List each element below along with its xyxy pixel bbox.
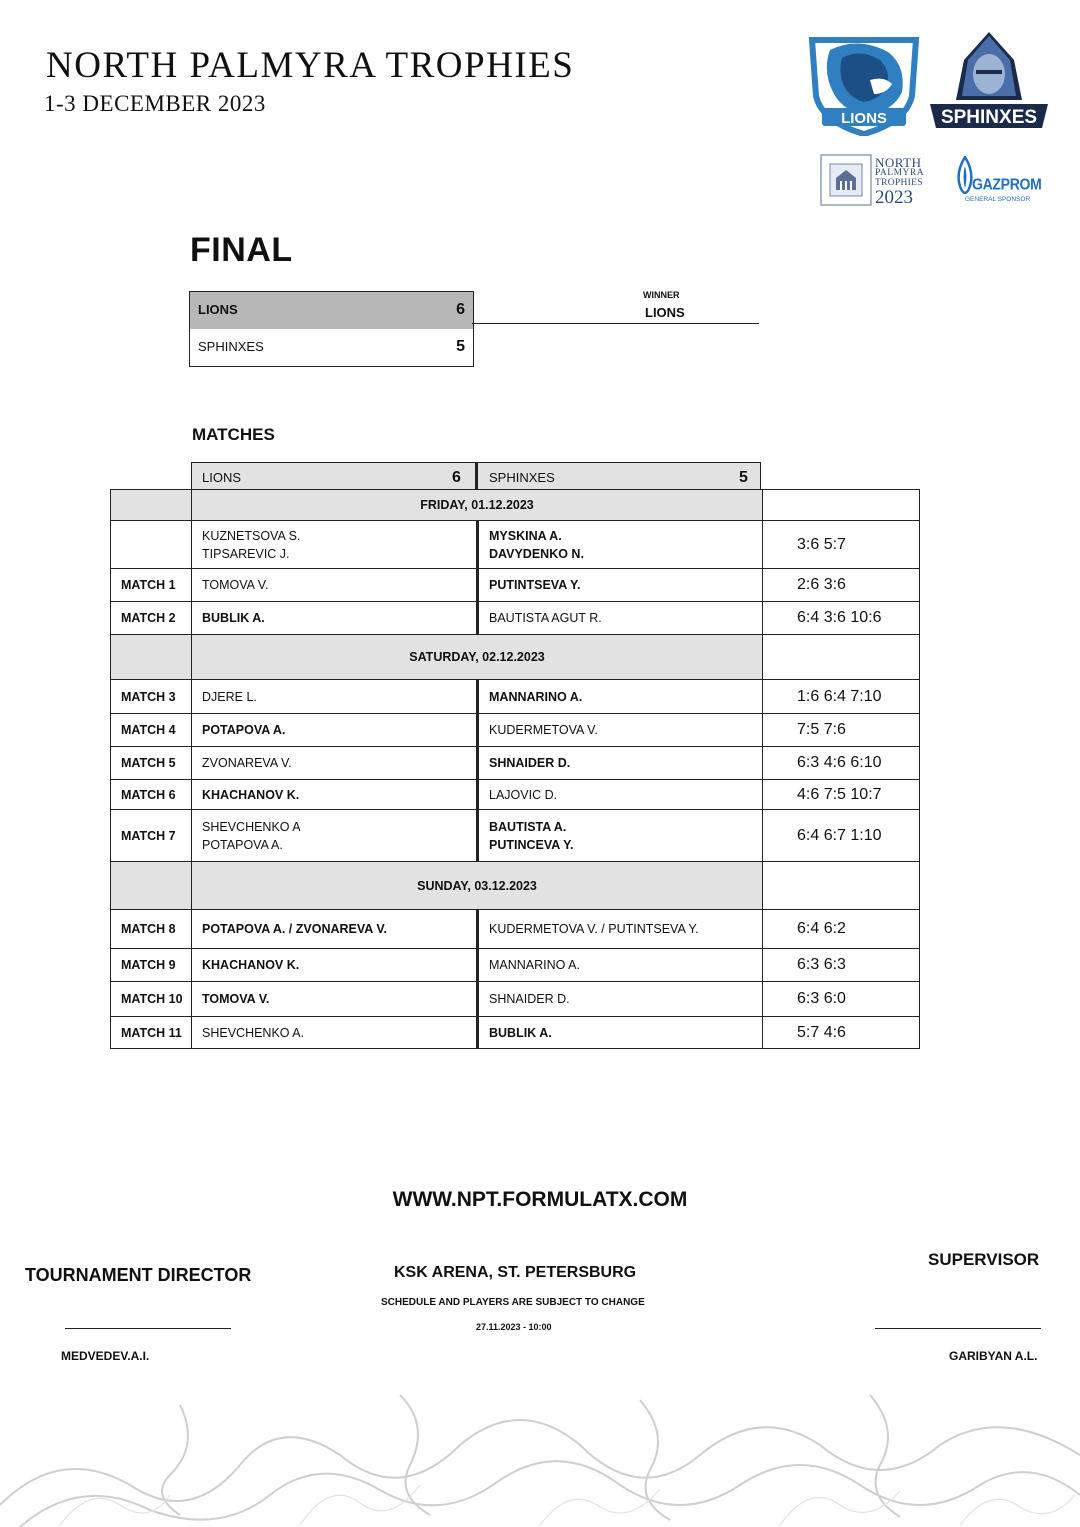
- winner-name: LIONS: [645, 305, 685, 320]
- match-left-player: [192, 602, 478, 635]
- match-score: 5:7 4:6: [763, 1017, 920, 1049]
- venue: KSK ARENA, ST. PETERSBURG: [394, 1264, 637, 1281]
- left-player-name: SHEVCHENKO A.: [202, 1025, 305, 1040]
- match-right-player: [478, 680, 763, 714]
- supervisor-name: GARIBYAN A.L.: [949, 1349, 1038, 1363]
- final-team2-name: SPHINXES: [198, 339, 264, 354]
- match-left-player: [192, 521, 478, 569]
- npt-line1: NORTH: [875, 155, 922, 170]
- match-row: [111, 714, 920, 747]
- match-left-player: [192, 910, 478, 949]
- right-player-name-2: PUTINCEVA Y.: [489, 837, 574, 852]
- match-label: MATCH 4: [111, 714, 192, 747]
- matches-heading: MATCHES: [192, 425, 275, 444]
- match-row: [111, 747, 920, 780]
- match-score: 4:6 7:5 10:7: [763, 780, 920, 810]
- team-left-name: LIONS: [202, 470, 242, 485]
- match-right-player: [478, 949, 763, 982]
- right-player-name: SHNAIDER D.: [489, 756, 571, 770]
- left-player-name-2: POTAPOVA A.: [202, 837, 283, 852]
- match-label: MATCH 2: [111, 602, 192, 635]
- left-player-name: SHEVCHENKO A: [202, 819, 301, 834]
- match-label: MATCH 10: [111, 982, 192, 1017]
- match-row: [111, 810, 920, 862]
- day-date: FRIDAY, 01.12.2023: [192, 490, 763, 521]
- npt-wordmark: [875, 156, 924, 207]
- match-score: 6:4 6:7 1:10: [763, 810, 920, 862]
- match-label: MATCH 5: [111, 747, 192, 780]
- right-player-name: KUDERMETOVA V.: [489, 723, 598, 737]
- match-row: [111, 680, 920, 714]
- match-row: [111, 780, 920, 810]
- match-label: MATCH 8: [111, 910, 192, 949]
- website-url[interactable]: WWW.NPT.FORMULATX.COM: [392, 1188, 688, 1211]
- winner-label: WINNER: [643, 290, 680, 300]
- left-player-name: DJERE L.: [202, 689, 257, 704]
- left-player-name: POTAPOVA A. / ZVONAREVA V.: [202, 922, 387, 936]
- director-signature-line: [65, 1328, 231, 1329]
- match-left-player: [192, 1017, 478, 1049]
- right-player-name: KUDERMETOVA V. / PUTINTSEVA Y.: [489, 922, 699, 936]
- match-row: [111, 982, 920, 1017]
- day-date: SUNDAY, 03.12.2023: [192, 862, 763, 910]
- sphinxes-logo: [928, 30, 1050, 132]
- match-left-player: [192, 569, 478, 602]
- day-date: SATURDAY, 02.12.2023: [192, 635, 763, 680]
- director-title: TOURNAMENT DIRECTOR: [25, 1265, 252, 1285]
- right-player-name: PUTINTSEVA Y.: [489, 578, 581, 592]
- left-player-name: KHACHANOV K.: [202, 787, 300, 802]
- npt-line2: PALMYRA: [875, 168, 925, 178]
- match-left-player: [192, 747, 478, 780]
- right-player-name: BUBLIK A.: [489, 1025, 552, 1040]
- match-score: 6:4 3:6 10:6: [763, 602, 920, 635]
- match-score: 7:5 7:6: [763, 714, 920, 747]
- final-team1-score: 6: [456, 301, 465, 318]
- right-player-name: MANNARINO A.: [489, 689, 583, 704]
- team-header-divider: [475, 463, 478, 490]
- day-header-spacer: [111, 635, 192, 680]
- right-player-name-2: DAVYDENKO N.: [489, 546, 584, 561]
- matches-table: [110, 489, 920, 1049]
- left-player-name-2: TIPSAREVIC J.: [202, 546, 290, 561]
- left-player-name: BUBLIK A.: [202, 611, 265, 625]
- day-header-row: [111, 862, 920, 910]
- match-score: 2:6 3:6: [763, 569, 920, 602]
- match-right-player: [478, 602, 763, 635]
- npt-line3: TROPHIES: [875, 177, 923, 188]
- team-right-score: 5: [739, 469, 748, 486]
- match-right-player: [478, 910, 763, 949]
- team-right-name: SPHINXES: [489, 470, 555, 485]
- match-score: 6:4 6:2: [763, 910, 920, 949]
- final-heading: FINAL: [190, 231, 293, 269]
- match-right-player: [478, 810, 763, 862]
- day-header-spacer: [111, 862, 192, 910]
- npt-year: 2023: [875, 187, 913, 208]
- gazprom-sponsor-label: GENERAL SPONSOR: [965, 196, 1031, 203]
- match-score: 1:6 6:4 7:10: [763, 680, 920, 714]
- left-player-name: KUZNETSOVA S.: [202, 528, 301, 543]
- day-header-spacer: [111, 490, 192, 521]
- left-player-name: POTAPOVA A.: [202, 723, 286, 737]
- match-right-player: [478, 569, 763, 602]
- right-player-name: BAUTISTA AGUT R.: [489, 611, 602, 625]
- left-player-name: TOMOVA V.: [202, 992, 270, 1006]
- match-right-player: [478, 780, 763, 810]
- final-bracket: [189, 291, 474, 367]
- match-right-player: [478, 521, 763, 569]
- match-row: [111, 1017, 920, 1049]
- sphinxes-logo-text: SPHINXES: [940, 107, 1038, 128]
- left-player-name: KHACHANOV K.: [202, 958, 300, 972]
- match-label: MATCH 1: [111, 569, 192, 602]
- match-label: MATCH 3: [111, 680, 192, 714]
- match-row: [111, 910, 920, 949]
- final-team1-name: LIONS: [198, 302, 238, 317]
- schedule-timestamp: 27.11.2023 - 10:00: [476, 1322, 552, 1332]
- match-left-player: [192, 949, 478, 982]
- match-left-player: [192, 680, 478, 714]
- decorative-ornament: [0, 1385, 1080, 1527]
- tournament-title: NORTH PALMYRA TROPHIES: [46, 45, 575, 86]
- right-player-name: SHNAIDER D.: [489, 992, 570, 1006]
- match-label: MATCH 6: [111, 780, 192, 810]
- match-row: [111, 569, 920, 602]
- supervisor-title: SUPERVISOR: [928, 1250, 1040, 1269]
- match-right-player: [478, 1017, 763, 1049]
- match-score: 6:3 6:3: [763, 949, 920, 982]
- npt-badge-logo: [820, 154, 872, 206]
- match-label: MATCH 9: [111, 949, 192, 982]
- schedule-disclaimer: SCHEDULE AND PLAYERS ARE SUBJECT TO CHANGE: [381, 1297, 645, 1308]
- director-name: MEDVEDEV.A.I.: [61, 1349, 150, 1363]
- match-label: [111, 521, 192, 569]
- right-player-name: BAUTISTA A.: [489, 819, 567, 834]
- day-header-row: [111, 635, 920, 680]
- match-score: 3:6 5:7: [763, 521, 920, 569]
- gazprom-wordmark: GAZPROM: [972, 175, 1042, 193]
- match-row: [111, 949, 920, 982]
- day-header-score-spacer: [763, 862, 920, 910]
- day-header-row: [111, 490, 920, 521]
- right-player-name: MANNARINO A.: [489, 958, 580, 972]
- day-header-score-spacer: [763, 490, 920, 521]
- final-team2-score: 5: [456, 338, 465, 355]
- match-row: [111, 602, 920, 635]
- matches-team-header: [191, 462, 761, 489]
- match-right-player: [478, 714, 763, 747]
- match-left-player: [192, 714, 478, 747]
- match-label: MATCH 11: [111, 1017, 192, 1049]
- match-left-player: [192, 982, 478, 1017]
- supervisor-signature-line: [875, 1328, 1041, 1329]
- tournament-dates: 1-3 DECEMBER 2023: [44, 91, 266, 116]
- lions-logo-text: LIONS: [841, 110, 887, 127]
- winner-line: [472, 323, 759, 324]
- team-left-score: 6: [452, 469, 461, 486]
- final-team-loser-row: [190, 329, 473, 366]
- right-player-name: MYSKINA A.: [489, 528, 562, 543]
- left-player-name: TOMOVA V.: [202, 578, 269, 592]
- final-team-winner-row: [190, 292, 473, 329]
- match-right-player: [478, 747, 763, 780]
- match-row: [111, 521, 920, 569]
- match-right-player: [478, 982, 763, 1017]
- match-left-player: [192, 780, 478, 810]
- day-header-score-spacer: [763, 635, 920, 680]
- right-player-name: LAJOVIC D.: [489, 787, 558, 802]
- lions-logo: [808, 36, 920, 136]
- left-player-name: ZVONAREVA V.: [202, 756, 292, 770]
- match-score: 6:3 4:6 6:10: [763, 747, 920, 780]
- match-label: MATCH 7: [111, 810, 192, 862]
- match-score: 6:3 6:0: [763, 982, 920, 1017]
- match-left-player: [192, 810, 478, 862]
